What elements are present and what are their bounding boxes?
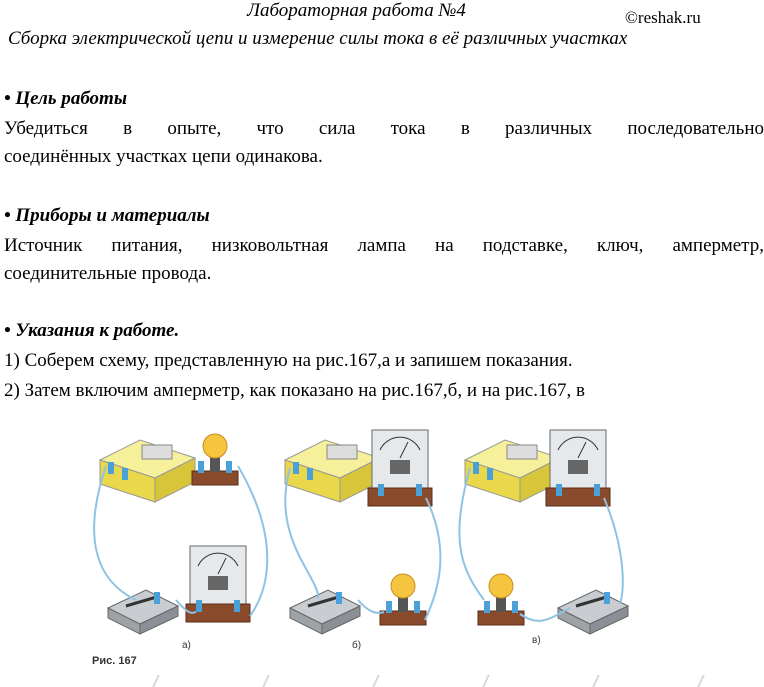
instruction-step-2: 2) Затем включим амперметр, как показано на рис.167,б, и на рис.167, в [4, 380, 585, 401]
goal-word: в [460, 118, 470, 139]
goal-word: последовательно [627, 118, 764, 139]
lab-title: Лабораторная работа №4 [247, 0, 466, 21]
materials-word: питания, [111, 235, 183, 256]
goal-word: различных [505, 118, 593, 139]
materials-word: амперметр, [672, 235, 764, 256]
materials-word: низковольтная [211, 235, 329, 256]
watermark: ©reshak.ru [625, 8, 701, 27]
goal-word: тока [390, 118, 426, 139]
goal-text-line1 [4, 118, 764, 140]
materials-text-line2: соединительные провода. [4, 263, 212, 284]
goal-word: что [256, 118, 284, 139]
goal-word: в [123, 118, 133, 139]
goal-word: опыте, [167, 118, 222, 139]
materials-text-line1 [4, 235, 764, 257]
materials-word: ключ, [596, 235, 644, 256]
instructions-heading: • Указания к работе. [4, 320, 180, 341]
materials-heading: • Приборы и материалы [4, 205, 210, 226]
goal-word: сила [318, 118, 356, 139]
goal-text-line2: соединённых участках цепи одинакова. [4, 146, 323, 167]
figure-label-c: в) [532, 635, 541, 646]
goal-heading: • Цель работы [4, 88, 128, 109]
materials-word: на [435, 235, 454, 256]
figure-caption: Рис. 167 [92, 655, 137, 667]
circuit-b [285, 430, 440, 634]
circuit-c [459, 430, 628, 634]
lab-subtitle: Сборка электрической цепи и измерение силы тока в её различных участках [8, 28, 628, 49]
materials-word: лампа [357, 235, 406, 256]
materials-word: подставке, [482, 235, 568, 256]
figure-label-a: а) [182, 640, 191, 651]
materials-word: Источник [4, 235, 83, 256]
goal-word: Убедиться [4, 118, 88, 139]
watermark-mark [697, 675, 717, 687]
figure-label-b: б) [352, 640, 362, 651]
circuit-a [94, 434, 267, 634]
instruction-step-1: 1) Соберем схему, представленную на рис.167,а и запишем показания. [4, 350, 573, 371]
